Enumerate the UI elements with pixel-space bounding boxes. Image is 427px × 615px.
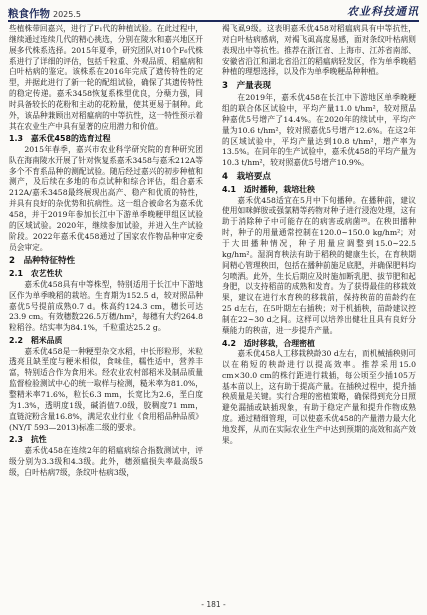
body-paragraph: 嘉禾优458是一种粳型杂交水稻，中长形粒形，米粒透亮且缺垩度与粳米相似，食味佳，糯性适中，营养丰富，特别适合作为食用米。经农业农村部稻米及制品质量监督检验测试中心的统一取样与检测，糙米率为81.0%，整精米率71.6%，粒长6.3 mm，长宽比为2.6，垩白度为1.3%，透明度1级，碱消值7.0级，胶稠度71 mm，直链淀粉含量16.8%，满足农业行业《食用稻品种品质》(NY/T 593—2013)标准二级的要求。 — [9, 346, 203, 432]
subsection-heading: 2.1 农艺性状 — [9, 269, 63, 279]
subsection-heading: 1.3 嘉禾优458的选育过程 — [9, 134, 111, 144]
body-paragraph: 嘉禾优458在连续2年的稻瘟病综合指数测试中，评级分别为3.3级和4.3级。此外，穗颈瘟损失率最高级5级，白叶枯病7级，条纹叶枯病3级， — [9, 445, 203, 477]
body-paragraph: 嘉禾优458具有中等株型，特别适用于长江中下游地区作为单季晚稻的栽培。生育期为152.5 d，较对照品种嘉优5号提前成熟0.7 d。株高约124.3 cm，穗长可达23.9 cm。有效穗数226.5万穗/hm²，每穗有大约264.8粒稻谷。结实率为84.1%，千粒重达25.2 g。 — [9, 279, 203, 333]
issue-number: 2025.5 — [53, 9, 81, 19]
running-header — [8, 3, 419, 19]
journal-section-title: 粮食作物 — [8, 7, 50, 20]
body-paragraph: 些植株带回嘉兴，进行了F₁代的种植试验。在此过程中，继续通过连续几代的精心挑选，分别在陵水和嘉兴地区开展多代株系选择。2015年夏季，研究团队对10个F₆代株系进行了详细的评估，包括千粒重、外观品质、稻瘟病和白叶枯病的鉴定。该株系在2016年完成了遗传特性的定型，并据此进行了新一轮的配组试验，确保了其遗传特性的稳定传递。嘉禾3458恢复系株型优良，分蘖力强，同时具备较长的花粉和主动的花粉量，使其更易于制种。此外，该品种兼顾出对稻瘟病的中等抗性，这一特性预示着其在农业生产中具有显著的应用潜力和价值。 — [9, 24, 203, 131]
left-column — [9, 24, 203, 596]
page-number: - 181 - — [201, 600, 226, 609]
subsection-heading: 2.2 稻米品质 — [9, 336, 63, 346]
subsection-heading: 4.1 适时播种，栽培壮秧 — [222, 185, 315, 195]
body-paragraph: 在2019年，嘉禾优458在长江中下游地区单季晚粳组的联合体区试验中，平均产量11.0 t/hm²，较对照品种嘉优5号增产了14.4%。在2020年的续试中，平均产量为10.6 t/hm²，较对照嘉优5号增产12.6%。在这2年的区域试验中，平均产量达到10.8 t/hm²，增产率为13.5%。在同年的生产试验中，嘉禾优458的平均产量为10.3 t/hm²，较对照嘉优5号增产10.9%。 — [222, 93, 416, 168]
body-paragraph: 嘉禾优458人工移栽秧龄30 d左右，而机械插秧则可以在稍短的秧龄进行以提高效率。推荐采用15.0 cm×30.0 cm的株行距进行栽插，每公顷至少插105万基本苗以上，这有助于提高产量。在插秧过程中，提升插秧质量是关键。实行合理的密植策略，确保得到充分日照避免漏插或缺插现象，有助于稳定产量和提升作物成熟度。通过精细管理，可以使嘉禾优458的产量潜力最大化地发挥，从而在实际农业生产中达到预期的高效和高产效果。 — [222, 349, 416, 445]
journal-logo: 农业科技通讯 — [347, 5, 419, 18]
right-column — [222, 24, 416, 596]
body-paragraph: 嘉禾优458适宜在5月中下旬播种。在播种前，建议使用如咪鲜胺或强氯精等药物对种子进行浸泡处理，这有助于消除种子中可能存在的病害或病菌²⁸。在秧田播种时，种子的用量通常控制在120.0~150.0 kg/hm²；对于大田播种情况，种子用量应调整到15.0~22.5 kg/hm²。湿润育秧法有助于稻秧的健康生长，在育秧期间精心管理秧田，包括在播种前施足底肥，并确保肥料均匀喷洒。此外，生长后期应及时施加断乳肥、拔节肥和起身肥，以支持稻苗的成熟和发育。为了获得最佳的移栽效果，建议在进行水育秧的移栽前，保持秧苗的苗龄约在25 d左右，在5叶期左右插秧；对于机插秧，苗龄建议控制在22~30 d之间。这样可以培养出健壮且具有良好分蘖能力的秧苗，进一步提升产量。 — [222, 195, 416, 335]
journal-section — [8, 2, 81, 21]
subsection-heading: 4.2 适时移栽，合理密植 — [222, 338, 315, 348]
section-heading: 3 产量表现 — [222, 81, 271, 92]
body-paragraph: 褐飞虱9级。这表明嘉禾优458对稻瘟病具有中等抗性，对白叶枯病感病，对褐飞虱高度易感，面对条纹叶枯病则表现出中等抗性。推荐在浙江省、上海市、江苏省南部、安徽省沿江和湖北省沿江的稻瘟病轻发区，作为单季晚稻种植的理想选择，以及作为单季晚粳品种种植。 — [222, 24, 416, 77]
header-rule — [8, 20, 419, 22]
section-heading: 2 品种特征特性 — [9, 256, 76, 267]
subsection-heading: 2.3 抗性 — [9, 435, 47, 445]
section-heading: 4 栽培要点 — [222, 172, 271, 183]
body-paragraph: 2015年春季，嘉兴市农业科学研究院的育种研究团队在海南陵水开展了针对恢复系嘉禾3458与嘉禾212A等多个不育系品种的测配试验。随后经过嘉兴的初步种植和测产，及后续在多地的布点试种和综合评估，组合嘉禾212A/嘉禾3458最终展现出高产、稳产和优质的特性，并具有良好的杂优势和抗病性。这一组合被命名为嘉禾优458，并于2019年参加长江中下游单季晚粳甲组区试验的区域试验。2020年，继续参加试验，并进入生产试验阶段。2022年嘉禾优458通过了国家农作物品种审定委员会审定。 — [9, 144, 203, 252]
